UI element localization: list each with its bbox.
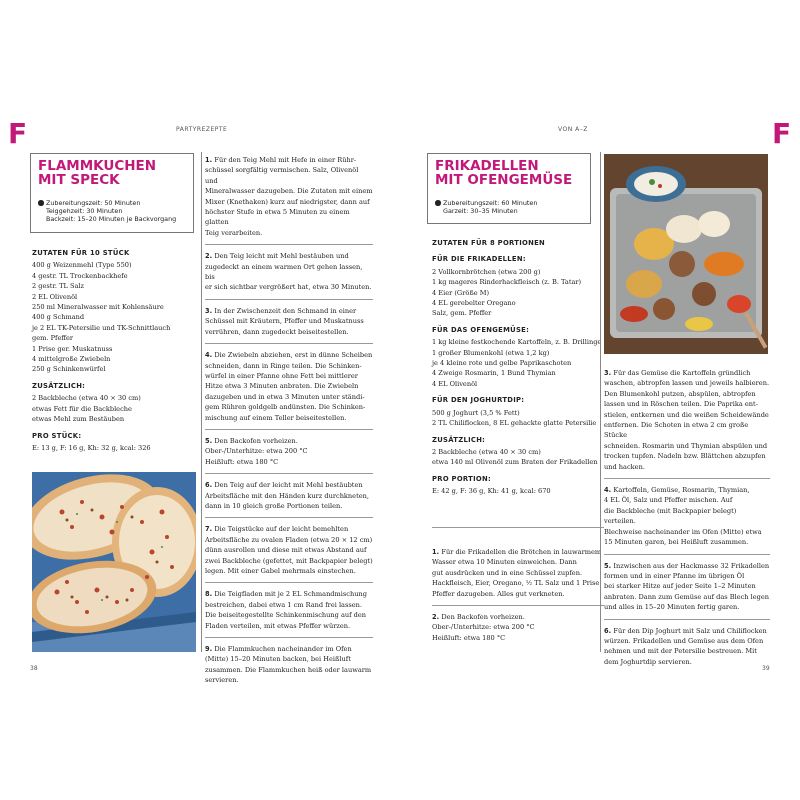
nutrition-value: E: 42 g, F: 36 g, Kh: 41 g, kcal: 670 — [432, 487, 551, 496]
recipe-title-box-right — [427, 153, 591, 224]
step-text: In der Zwischenzeit den Schmand in einer — [214, 306, 357, 315]
ingredient-item: 4 Zweige Rosmarin, 1 Bund Thymian — [432, 369, 556, 378]
step-number: 7. — [205, 525, 215, 534]
step-text: Inzwischen aus der Hackmasse 32 Frikadellen — [613, 561, 770, 570]
ingredients-right — [432, 238, 604, 497]
step-text: Heißluft: etwa 180 °C — [205, 457, 279, 466]
step-text: Ober-/Unterhitze: etwa 200 °C — [432, 623, 535, 632]
step-text: Den Backofen vorheizen. — [214, 436, 298, 445]
step-text: Für den Teig Mehl mit Hefe in einer Rühr- — [214, 156, 357, 164]
step-text: verrühren, dann zugedeckt beiseitestellen. — [205, 327, 349, 336]
step-number: 5. — [205, 436, 215, 445]
recipe-step — [205, 350, 373, 430]
ingredient-item: 4 mittelgroße Zwiebeln — [32, 355, 111, 364]
nutrition-heading: PRO STÜCK: — [32, 431, 82, 440]
step-number: 3. — [604, 369, 614, 377]
step-text: Pfeffer dazugeben. Alles gut verkneten. — [432, 589, 565, 598]
step-text: Heißluft: etwa 180 °C — [432, 633, 506, 642]
step-text: höchster Stufe in etwa 5 Minuten zu einem glatten — [205, 208, 350, 227]
recipe-step — [432, 547, 604, 606]
recipe-step — [604, 485, 770, 554]
step-text: anbraten. Dann zum Gemüse auf das Blech legen — [604, 592, 770, 601]
recipe-step — [205, 436, 373, 474]
step-text: servieren. — [205, 676, 239, 685]
step-text: (Mitte) 15–20 Minuten backen, bei Heißluft — [205, 655, 351, 664]
clock-icon — [435, 200, 441, 206]
step-text: lassen und in Röschen teilen. Die Paprika ent- — [604, 400, 758, 409]
ingredient-item: 1 kg kleine festkochende Kartoffeln, z. B. Drillinge — [432, 338, 602, 347]
ingredient-item: 2 Backbleche (etwa 40 × 30 cm) — [432, 447, 541, 456]
ingredient-item: 250 ml Mineralwasser mit Kohlensäure — [32, 303, 164, 312]
step-text: dünn ausrollen und diese mit etwas Abstand auf — [205, 546, 367, 555]
step-text: gem Rühren goldgelb andünsten. Die Schinken- — [205, 403, 366, 412]
step-text: die Backbleche (mit Backpapier belegt) verteilen. — [604, 506, 737, 526]
step-number: 2. — [205, 252, 215, 261]
ingredient-item: 4 EL gerebelter Oregano — [432, 299, 516, 308]
extra-heading: ZUSÄTZLICH: — [432, 435, 486, 444]
recipe-step — [205, 480, 373, 518]
recipe-step — [604, 368, 770, 479]
step-text: Schüssel mit Kräutern, Pfeffer und Muskatnuss — [205, 317, 364, 326]
step-text: dem Joghurtdip servieren. — [604, 657, 692, 666]
step-text: Den Backofen vorheizen. — [441, 613, 525, 622]
step-text: Die Teigstücke auf der leicht bemehlten — [214, 525, 349, 534]
recipe-times-left: Zubereitungszeit: 50 Minuten Teiggehzeit: 30 Minuten Backzeit: 15–20 Minuten je Backvorgang — [38, 199, 187, 224]
steps-left — [205, 155, 373, 698]
extra-heading: ZUSÄTZLICH: — [32, 381, 86, 390]
step-text: Arbeitsfläche mit den Händen kurz durchkneten, — [205, 491, 369, 500]
nutrition-heading: PRO PORTION: — [432, 474, 491, 483]
column-divider-left — [201, 152, 202, 652]
step-number: 8. — [205, 590, 215, 599]
step-number: 1. — [205, 156, 215, 164]
ofengemuese-list — [432, 337, 604, 389]
step-text: formen und in einer Pfanne im übrigen Öl — [604, 571, 745, 580]
step-text: schneiden, dann in Ringe teilen. Die Schinken- — [205, 361, 362, 370]
ingredient-item: 400 g Schmand — [32, 313, 85, 322]
step-text: schüssel sorgfältig vermischen. Salz, Olivenöl und — [205, 166, 359, 185]
ingredients-heading: ZUTATEN FÜR 8 PORTIONEN — [432, 239, 546, 247]
ingredient-item: je 4 kleine rote und gelbe Paprikaschoten — [432, 359, 572, 368]
step-text: 4 EL Öl, Salz und Pfeffer mischen. Auf — [604, 496, 733, 505]
running-head-right: VON A–Z — [558, 126, 588, 133]
step-text: Blechweise nacheinander im Ofen (Mitte) etwa — [604, 527, 762, 536]
step-text: Mixer (Knethaken) kurz auf niedrigster, dann auf — [205, 197, 370, 206]
ingredient-item: 2 Vollkornbrötchen (etwa 200 g) — [432, 267, 541, 276]
step-text: zugedeckt an einem warmen Ort gehen lassen, bis — [205, 262, 363, 282]
steps-right-left-col — [432, 547, 604, 655]
step-text: Fladen verteilen, mit etwas Pfeffer würzen. — [205, 621, 351, 630]
step-text: Teig verarbeiten. — [205, 228, 263, 237]
step-number: 1. — [432, 548, 442, 556]
step-text: würzen. Frikadellen und Gemüse aus dem Ofen — [604, 636, 764, 645]
column-divider-right — [600, 152, 601, 652]
step-text: zwei Backbleche (gefettet, mit Backpapier belegt) — [205, 556, 373, 565]
ingredient-item: je 2 EL TK-Petersilie und TK-Schnittlauch — [32, 323, 171, 332]
step-text: Den Teig leicht mit Mehl bestäuben und — [214, 252, 349, 261]
ingredient-item: 2 Backbleche (etwa 40 × 30 cm) — [32, 394, 141, 403]
nutrition-value: E: 13 g, F: 16 g, Kh: 32 g, kcal: 326 — [32, 443, 151, 452]
step-number: 6. — [604, 626, 614, 635]
ingredient-item: 250 g Schinkenwürfel — [32, 365, 106, 374]
step-text: legen. Mit einer Gabel mehrmals einstechen. — [205, 567, 356, 575]
recipe-step — [432, 612, 604, 649]
step-text: schneiden. Rosmarin und Thymian abspülen und — [604, 441, 768, 450]
ingredient-item: etwas Mehl zum Bestäuben — [32, 415, 125, 424]
recipe-title-left: FLAMMKUCHEN MIT SPECK — [38, 158, 157, 188]
step-text: Ober-/Unterhitze: etwa 200 °C — [205, 447, 308, 456]
recipe-step — [604, 561, 770, 620]
frikadellen-heading: FÜR DIE FRIKADELLEN: — [432, 255, 526, 264]
step-text: Die beiseitegestellte Schinkenmischung auf den — [205, 611, 367, 620]
ingredient-item: 4 gestr. TL Trockenbackhefe — [32, 271, 128, 280]
ingredient-item: 1 Prise ger. Muskatnuss — [32, 344, 113, 353]
step-text: Hitze etwa 3 Minuten anbraten. Die Zwiebeln — [205, 382, 359, 391]
ingredient-item: 4 Eier (Größe M) — [432, 288, 490, 297]
step-number: 5. — [604, 561, 614, 570]
ingredient-item: 500 g Joghurt (3,5 % Fett) — [432, 408, 520, 417]
ofengemuese-heading: FÜR DAS OFENGEMÜSE: — [432, 325, 530, 334]
page-number-left: 38 — [30, 665, 38, 672]
recipe-step — [205, 251, 373, 300]
step-text: Die Teigfladen mit je 2 EL Schmandmischung — [214, 590, 367, 599]
step-text: Für den Dip Joghurt mit Salz und Chiliflocken — [613, 626, 767, 635]
ingredient-item: 4 EL Olivenöl — [432, 379, 478, 388]
recipe-step — [205, 155, 373, 245]
extra-list — [432, 447, 604, 468]
step-text: würfel in einer Pfanne ohne Fett bei mittlerer — [205, 371, 358, 380]
step-text: nehmen und mit der Petersilie bestreuen. Mit — [604, 647, 757, 656]
step-text: Die Flammkuchen nacheinander im Ofen — [214, 645, 352, 654]
page-number-right: 39 — [762, 665, 770, 672]
ingredient-item: 1 kg mageres Rinderhackfleisch (z. B. Tatar) — [432, 278, 582, 287]
step-text: Für die Frikadellen die Brötchen in lauwarmem — [441, 548, 602, 556]
step-number: 3. — [205, 306, 215, 315]
recipe-step — [205, 589, 373, 638]
ingredient-item: 400 g Weizenmehl (Type 550) — [32, 261, 132, 270]
step-text: und alles in 15–20 Minuten fertig garen. — [604, 603, 740, 612]
joghurtdip-heading: FÜR DEN JOGHURTDIP: — [432, 396, 525, 405]
ingredient-item: 2 gestr. TL Salz — [32, 282, 84, 291]
recipe-step — [604, 626, 770, 674]
ingredient-item: etwa 140 ml Olivenöl zum Braten der Frikadellen — [432, 458, 598, 467]
recipe-times-right: Zubereitungszeit: 60 Minuten Garzeit: 30–35 Minuten — [435, 199, 584, 215]
step-text: mischung auf einem Teller beiseitestellen. — [205, 413, 347, 422]
step-number: 4. — [205, 351, 215, 360]
frikadellen-list — [432, 267, 604, 319]
ingredient-item: Salz, gem. Pfeffer — [432, 309, 492, 318]
section-letter-right: F — [772, 117, 792, 150]
section-letter-left: F — [8, 117, 28, 150]
step-text: Wasser etwa 10 Minuten einweichen. Dann — [432, 558, 577, 567]
step-number: 6. — [205, 481, 215, 490]
step-text: Mineralwasser dazugeben. Die Zutaten mit einem — [205, 187, 373, 196]
step-text: bei starker Hitze auf jeder Seite 1–2 Minuten — [604, 582, 756, 591]
step-text: trocken tupfen. Nadeln bzw. Blättchen abzupfen — [604, 452, 766, 461]
step-text: Den Teig auf der leicht mit Mehl bestäubten — [214, 481, 363, 490]
flammkuchen-photo — [32, 472, 196, 652]
step-text: 15 Minuten garen, bei Heißluft zusammen. — [604, 538, 749, 547]
frikadellen-photo — [604, 154, 768, 354]
step-text: er sich sichtbar vergrößert hat, etwa 30 Minuten. — [205, 283, 372, 292]
step-number: 9. — [205, 645, 215, 654]
step-text: und hacken. — [604, 462, 645, 471]
step-text: Die Zwiebeln abziehen, erst in dünne Scheiben — [214, 351, 373, 360]
recipe-step — [205, 524, 373, 583]
separator-right — [432, 527, 604, 528]
step-text: waschen, abtropfen lassen und jeweils halbieren. — [604, 379, 770, 388]
recipe-title-right: FRIKADELLEN MIT OFENGEMÜSE — [435, 158, 573, 188]
step-number: 2. — [432, 613, 442, 622]
ingredients-heading: ZUTATEN FÜR 10 STÜCK — [32, 249, 130, 257]
recipe-step — [205, 306, 373, 344]
step-text: dazugeben und in etwa 3 Minuten unter ständi- — [205, 392, 365, 401]
step-text: Für das Gemüse die Kartoffeln gründlich — [613, 369, 751, 377]
step-text: gut ausdrücken und in eine Schüssel zupfen. — [432, 568, 583, 577]
step-number: 4. — [604, 486, 614, 495]
joghurtdip-list — [432, 408, 604, 429]
clock-icon — [38, 200, 44, 206]
ingredient-item: 2 EL Olivenöl — [32, 292, 78, 301]
ingredient-item: etwas Fett für die Backbleche — [32, 404, 132, 413]
ingredient-item: 1 großer Blumenkohl (etwa 1,2 kg) — [432, 348, 550, 357]
step-text: Kartoffeln, Gemüse, Rosmarin, Thymian, — [613, 486, 750, 495]
extra-list — [32, 393, 197, 424]
ingredients-list — [32, 260, 197, 374]
step-text: Arbeitsfläche zu ovalen Fladen (etwa 20 × 12 cm) — [205, 535, 373, 544]
step-text: zusammen. Die Flammkuchen heiß oder lauwarm — [205, 665, 372, 674]
step-text: Den Blumenkohl putzen, abspülen, abtropfen — [604, 389, 756, 398]
step-text: stielen, entkernen und die weißen Scheidewände — [604, 410, 769, 419]
ingredients-left — [32, 248, 197, 453]
recipe-title-box-left — [30, 153, 194, 233]
step-text: dann in 10 gleich große Portionen teilen. — [205, 501, 343, 510]
running-head-left: PARTYREZEPTE — [176, 126, 228, 133]
step-text: bestreichen, dabei etwa 1 cm Rand frei lassen. — [205, 600, 362, 609]
recipe-step — [205, 644, 373, 692]
step-text: entfernen. Die Schoten in etwa 2 cm große Stücke — [604, 421, 749, 440]
step-text: Hackfleisch, Eier, Oregano, ½ TL Salz und 1 Prise — [432, 579, 600, 588]
ingredient-item: 2 TL Chiliflocken, 8 EL gehackte glatte Petersilie — [432, 419, 597, 428]
steps-right-right-col — [604, 368, 770, 679]
ingredient-item: gem. Pfeffer — [32, 334, 74, 343]
